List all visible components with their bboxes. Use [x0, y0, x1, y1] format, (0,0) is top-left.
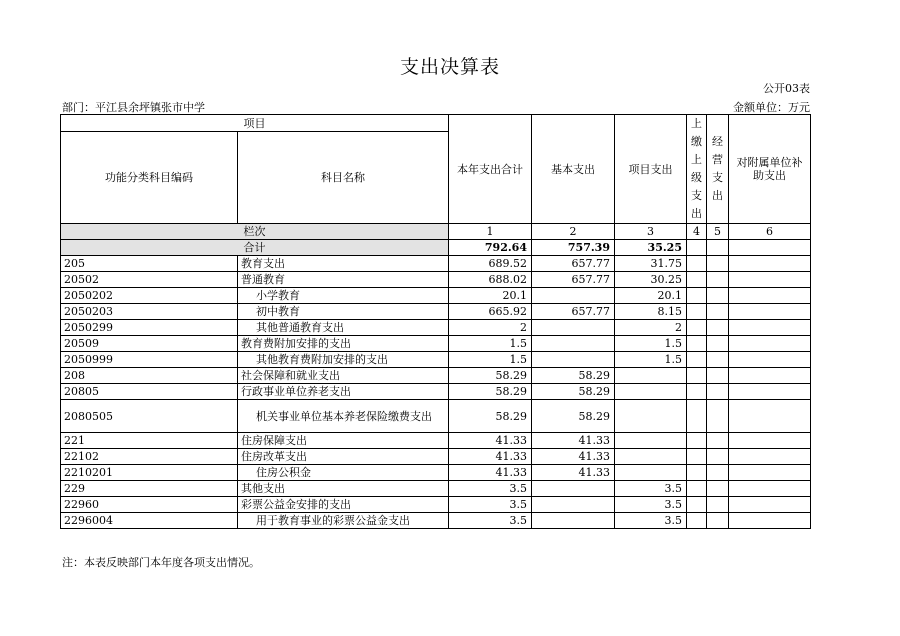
row-total: 41.33 — [449, 465, 532, 481]
row-remit — [687, 465, 707, 481]
row-total: 1.5 — [449, 352, 532, 368]
col-index-3: 3 — [615, 224, 687, 240]
table-row — [61, 272, 811, 288]
header-basic: 基本支出 — [532, 115, 615, 224]
row-total: 58.29 — [449, 368, 532, 384]
table-row — [61, 320, 811, 336]
col-index-6: 6 — [729, 224, 811, 240]
row-subsidy — [729, 497, 811, 513]
row-basic: 58.29 — [532, 400, 615, 433]
table-row — [61, 288, 811, 304]
row-basic: 58.29 — [532, 368, 615, 384]
total-business — [707, 240, 729, 256]
row-total: 688.02 — [449, 272, 532, 288]
row-name: 行政事业单位养老支出 — [238, 384, 449, 400]
row-business — [707, 272, 729, 288]
row-basic: 41.33 — [532, 449, 615, 465]
row-total: 3.5 — [449, 513, 532, 529]
row-remit — [687, 481, 707, 497]
row-code: 205 — [61, 256, 238, 272]
footnote: 注：本表反映部门本年度各项支出情况。 — [62, 556, 260, 569]
row-name: 机关事业单位基本养老保险缴费支出 — [238, 400, 449, 433]
row-subsidy — [729, 304, 811, 320]
row-proj — [615, 465, 687, 481]
row-subsidy — [729, 449, 811, 465]
row-remit — [687, 288, 707, 304]
row-code: 2050202 — [61, 288, 238, 304]
col-index-1: 1 — [449, 224, 532, 240]
row-business — [707, 288, 729, 304]
row-subsidy — [729, 272, 811, 288]
row-remit — [687, 449, 707, 465]
row-total: 58.29 — [449, 384, 532, 400]
row-code: 20805 — [61, 384, 238, 400]
row-code: 2080505 — [61, 400, 238, 433]
row-business — [707, 497, 729, 513]
row-proj — [615, 368, 687, 384]
row-total: 41.33 — [449, 449, 532, 465]
row-proj: 1.5 — [615, 352, 687, 368]
row-proj: 31.75 — [615, 256, 687, 272]
header-remit: 上缴上级支出 — [687, 115, 707, 224]
header-proj: 项目支出 — [615, 115, 687, 224]
row-total: 58.29 — [449, 400, 532, 433]
row-code: 2296004 — [61, 513, 238, 529]
row-business — [707, 368, 729, 384]
row-total: 665.92 — [449, 304, 532, 320]
row-basic: 58.29 — [532, 384, 615, 400]
header-name: 科目名称 — [238, 132, 449, 224]
row-code: 2210201 — [61, 465, 238, 481]
table-row — [61, 465, 811, 481]
row-business — [707, 304, 729, 320]
row-name: 住房公积金 — [238, 465, 449, 481]
row-remit — [687, 513, 707, 529]
row-subsidy — [729, 336, 811, 352]
row-subsidy — [729, 288, 811, 304]
header-total: 本年支出合计 — [449, 115, 532, 224]
row-code: 2050203 — [61, 304, 238, 320]
row-business — [707, 433, 729, 449]
row-proj — [615, 400, 687, 433]
row-name: 普通教育 — [238, 272, 449, 288]
row-total: 3.5 — [449, 481, 532, 497]
row-subsidy — [729, 481, 811, 497]
row-basic — [532, 352, 615, 368]
table-row — [61, 304, 811, 320]
row-basic — [532, 481, 615, 497]
row-remit — [687, 497, 707, 513]
total-subsidy — [729, 240, 811, 256]
row-proj — [615, 433, 687, 449]
header-subsidy: 对附属单位补助支出 — [729, 115, 811, 224]
row-remit — [687, 384, 707, 400]
row-proj: 1.5 — [615, 336, 687, 352]
table-row — [61, 368, 811, 384]
row-name: 其他普通教育支出 — [238, 320, 449, 336]
row-basic: 41.33 — [532, 433, 615, 449]
col-index-5: 5 — [707, 224, 729, 240]
row-basic: 657.77 — [532, 304, 615, 320]
row-subsidy — [729, 384, 811, 400]
row-remit — [687, 368, 707, 384]
row-name: 彩票公益金安排的支出 — [238, 497, 449, 513]
row-business — [707, 352, 729, 368]
row-proj: 20.1 — [615, 288, 687, 304]
row-basic: 657.77 — [532, 256, 615, 272]
row-name: 小学教育 — [238, 288, 449, 304]
col-index-2: 2 — [532, 224, 615, 240]
page-title: 支出决算表 — [399, 56, 500, 78]
row-remit — [687, 272, 707, 288]
row-business — [707, 513, 729, 529]
col-index-4: 4 — [687, 224, 707, 240]
col-index-label: 栏次 — [61, 224, 449, 240]
table-row — [61, 400, 811, 433]
table-row — [61, 384, 811, 400]
row-basic — [532, 513, 615, 529]
row-subsidy — [729, 433, 811, 449]
row-code: 20509 — [61, 336, 238, 352]
table-row — [61, 497, 811, 513]
form-number: 公开03表 — [763, 82, 810, 95]
row-name: 用于教育事业的彩票公益金支出 — [238, 513, 449, 529]
table-row — [61, 256, 811, 272]
table-row — [61, 513, 811, 529]
total-proj: 35.25 — [615, 240, 687, 256]
expenditure-table — [60, 114, 811, 529]
table-row — [61, 481, 811, 497]
row-proj: 3.5 — [615, 497, 687, 513]
row-remit — [687, 400, 707, 433]
row-subsidy — [729, 368, 811, 384]
row-business — [707, 465, 729, 481]
unit-label: 金额单位：万元 — [733, 101, 810, 114]
row-code: 2050299 — [61, 320, 238, 336]
row-subsidy — [729, 465, 811, 481]
row-code: 22102 — [61, 449, 238, 465]
header-business: 经营支出 — [707, 115, 729, 224]
row-business — [707, 320, 729, 336]
table-row — [61, 352, 811, 368]
header-project: 项目 — [61, 115, 449, 132]
row-business — [707, 481, 729, 497]
row-name: 教育支出 — [238, 256, 449, 272]
row-proj: 2 — [615, 320, 687, 336]
row-subsidy — [729, 352, 811, 368]
row-subsidy — [729, 400, 811, 433]
row-proj: 3.5 — [615, 513, 687, 529]
total-remit — [687, 240, 707, 256]
row-business — [707, 256, 729, 272]
row-proj: 30.25 — [615, 272, 687, 288]
row-proj: 3.5 — [615, 481, 687, 497]
row-name: 其他教育费附加安排的支出 — [238, 352, 449, 368]
row-remit — [687, 256, 707, 272]
row-remit — [687, 433, 707, 449]
total-basic: 757.39 — [532, 240, 615, 256]
row-remit — [687, 352, 707, 368]
row-name: 住房保障支出 — [238, 433, 449, 449]
row-name: 社会保障和就业支出 — [238, 368, 449, 384]
row-basic — [532, 497, 615, 513]
row-business — [707, 400, 729, 433]
row-proj — [615, 449, 687, 465]
row-total: 20.1 — [449, 288, 532, 304]
row-total: 2 — [449, 320, 532, 336]
row-code: 221 — [61, 433, 238, 449]
row-name: 初中教育 — [238, 304, 449, 320]
row-subsidy — [729, 320, 811, 336]
row-name: 其他支出 — [238, 481, 449, 497]
row-code: 229 — [61, 481, 238, 497]
row-code: 20502 — [61, 272, 238, 288]
row-name: 住房改革支出 — [238, 449, 449, 465]
header-row-1 — [61, 115, 811, 132]
row-basic: 657.77 — [532, 272, 615, 288]
row-subsidy — [729, 256, 811, 272]
total-label: 合计 — [61, 240, 449, 256]
row-remit — [687, 336, 707, 352]
department-label: 部门：平江县余坪镇张市中学 — [62, 101, 205, 114]
total-row — [61, 240, 811, 256]
table-row — [61, 433, 811, 449]
row-name: 教育费附加安排的支出 — [238, 336, 449, 352]
row-basic: 41.33 — [532, 465, 615, 481]
row-code: 208 — [61, 368, 238, 384]
row-proj: 8.15 — [615, 304, 687, 320]
row-total: 689.52 — [449, 256, 532, 272]
table-row — [61, 336, 811, 352]
header-code: 功能分类科目编码 — [61, 132, 238, 224]
row-total: 1.5 — [449, 336, 532, 352]
row-basic — [532, 320, 615, 336]
column-index-row — [61, 224, 811, 240]
row-code: 22960 — [61, 497, 238, 513]
row-remit — [687, 304, 707, 320]
row-proj — [615, 384, 687, 400]
row-basic — [532, 336, 615, 352]
row-remit — [687, 320, 707, 336]
row-business — [707, 449, 729, 465]
row-code: 2050999 — [61, 352, 238, 368]
row-business — [707, 336, 729, 352]
row-total: 41.33 — [449, 433, 532, 449]
row-business — [707, 384, 729, 400]
row-total: 3.5 — [449, 497, 532, 513]
row-basic — [532, 288, 615, 304]
total-total: 792.64 — [449, 240, 532, 256]
table-row — [61, 449, 811, 465]
row-subsidy — [729, 513, 811, 529]
